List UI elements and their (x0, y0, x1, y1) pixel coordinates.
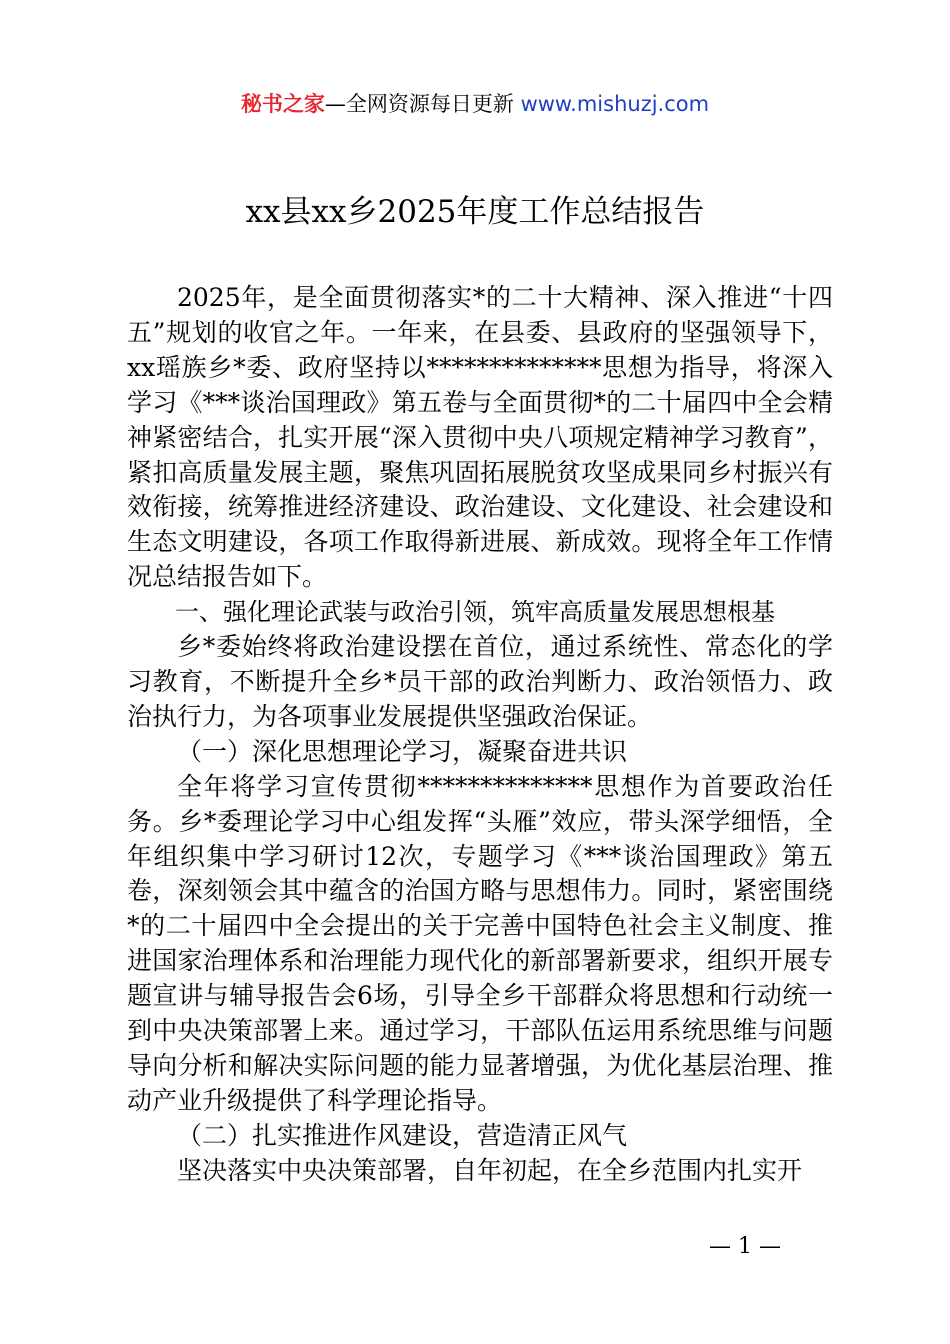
section-heading-1: 一、强化理论武装与政治引领，筑牢高质量发展思想根基 (175, 598, 775, 627)
intro-paragraph: 2025年，是全面贯彻落实*的二十大精神、深入推进“十四五”规划的收官之年。一年来，在县委、县政府的坚强领导下，xx瑶族乡*委、政府坚持以**************思想为指导，将深入学习《***谈治国理政》第五卷与全面贯彻*的二十届四中全会精神紧密结合，扎实开展“深入贯彻中央八项规定精神学习教育”，紧扣高质量发展主题，聚焦巩固拓展脱贫攻坚成果同乡村振兴有效衔接，统筹推进经济建设、政治建设、文化建设、社会建设和生态文明建设，各项工作取得新进展、新成效。现将全年工作情况总结报告如下。 (127, 283, 833, 592)
document-title: xx县xx乡2025年度工作总结报告 (245, 194, 705, 230)
body-paragraph: 全年将学习宣传贯彻**************思想作为首要政治任务。乡*委理论学习中心组发挥“头雁”效应，带头深学细悟，全年组织集中学习研讨12次，专题学习《***谈治国理政》第五卷，深刻领会其中蕴含的治国方略与思想伟力。同时，紧密围绕*的二十届四中全会提出的关于完善中国特色社会主义制度、推进国家治理体系和治理能力现代化的新部署新要求，组织开展专题宣讲与辅导报告会6场，引导全乡干部群众将思想和行动统一到中央决策部署上来。通过学习，干部队伍运用系统思维与问题导向分析和解决实际问题的能力显著增强，为优化基层治理、推动产业升级提供了科学理论指导。 (127, 771, 833, 1115)
body-paragraph: 坚决落实中央决策部署，自年初起，在全乡范围内扎实开 (177, 1155, 803, 1185)
page-number: — 1 — (709, 1234, 781, 1259)
site-tagline: —全网资源每日更新 (324, 92, 521, 116)
subsection-heading-1: （一）深化思想理论学习，凝聚奋进共识 (177, 736, 628, 766)
document-body (127, 281, 833, 1189)
site-header (0, 86, 950, 122)
body-paragraph: 乡*委始终将政治建设摆在首位，通过系统性、常态化的学习教育，不断提升全乡*员干部的政治判断力、政治领悟力、政治执行力，为各项事业发展提供坚强政治保证。 (127, 632, 833, 731)
subsection-heading-2: （二）扎实推进作风建设，营造清正风气 (177, 1120, 628, 1150)
site-brand: 秘书之家 (240, 92, 325, 116)
site-url-link[interactable]: www.mishuzj.com (520, 92, 710, 116)
